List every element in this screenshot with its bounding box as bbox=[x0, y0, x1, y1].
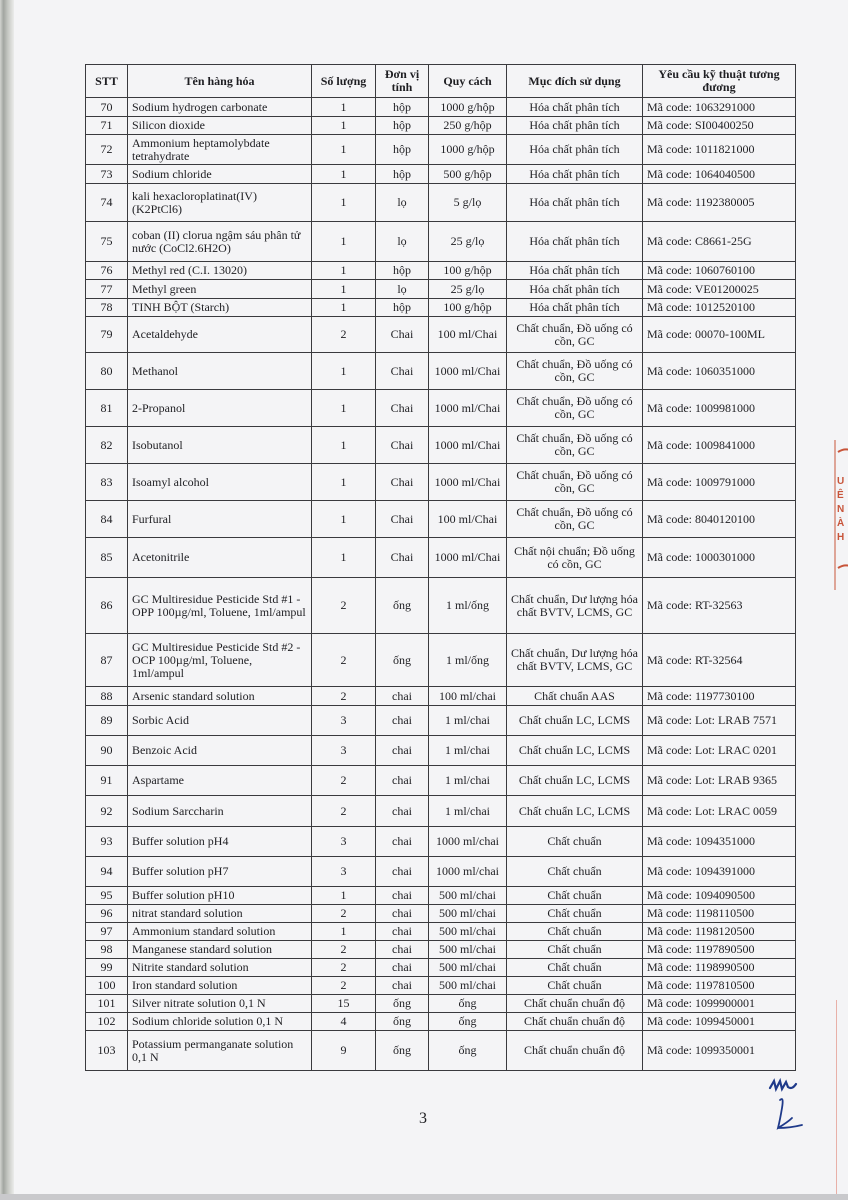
cell-name: Nitrite standard solution bbox=[128, 959, 312, 977]
table-row bbox=[86, 390, 796, 427]
cell-unit: hộp bbox=[376, 262, 429, 280]
table-row bbox=[86, 538, 796, 578]
cell-purpose: Chất chuẩn, Dư lượng hóa chất BVTV, LCMS, GC bbox=[507, 634, 643, 687]
cell-name: Aspartame bbox=[128, 766, 312, 796]
header-qty: Số lượng bbox=[312, 65, 376, 98]
cell-requirement: Mã code: 1012520100 bbox=[643, 299, 796, 317]
table-row bbox=[86, 887, 796, 905]
cell-qty: 15 bbox=[312, 995, 376, 1013]
svg-text:N: N bbox=[837, 504, 845, 515]
table-row bbox=[86, 280, 796, 299]
cell-name: coban (II) clorua ngậm sáu phân tử nước (CoCl2.6H2O) bbox=[128, 222, 312, 262]
table-row bbox=[86, 464, 796, 501]
cell-stt: 103 bbox=[86, 1031, 128, 1071]
cell-qty: 2 bbox=[312, 959, 376, 977]
table-row bbox=[86, 905, 796, 923]
cell-spec: 500 ml/chai bbox=[429, 941, 507, 959]
cell-spec: 500 ml/chai bbox=[429, 923, 507, 941]
cell-spec: 500 ml/chai bbox=[429, 959, 507, 977]
cell-unit: hộp bbox=[376, 165, 429, 184]
cell-spec: 1000 ml/chai bbox=[429, 857, 507, 887]
cell-requirement: Mã code: RT-32563 bbox=[643, 578, 796, 634]
cell-requirement: Mã code: Lot: LRAB 9365 bbox=[643, 766, 796, 796]
table-row bbox=[86, 766, 796, 796]
table-row bbox=[86, 736, 796, 766]
table-row bbox=[86, 317, 796, 353]
table-row bbox=[86, 427, 796, 464]
cell-spec: ống bbox=[429, 1013, 507, 1031]
cell-qty: 1 bbox=[312, 280, 376, 299]
cell-spec: 25 g/lọ bbox=[429, 222, 507, 262]
cell-purpose: Chất chuẩn bbox=[507, 827, 643, 857]
scan-bottom-edge bbox=[0, 1194, 848, 1200]
cell-unit: hộp bbox=[376, 135, 429, 165]
table-row bbox=[86, 796, 796, 827]
cell-stt: 83 bbox=[86, 464, 128, 501]
cell-spec: 250 g/hộp bbox=[429, 117, 507, 135]
svg-text:Ê: Ê bbox=[837, 490, 844, 501]
table-row bbox=[86, 165, 796, 184]
cell-requirement: Mã code: 8040120100 bbox=[643, 501, 796, 538]
cell-unit: chai bbox=[376, 736, 429, 766]
cell-purpose: Chất chuẩn, Đồ uống có cồn, GC bbox=[507, 390, 643, 427]
table-row bbox=[86, 98, 796, 117]
cell-name: Acetaldehyde bbox=[128, 317, 312, 353]
svg-text:H: H bbox=[837, 532, 845, 543]
cell-name: Methyl green bbox=[128, 280, 312, 299]
cell-requirement: Mã code: 1009981000 bbox=[643, 390, 796, 427]
cell-requirement: Mã code: 1000301000 bbox=[643, 538, 796, 578]
cell-purpose: Chất chuẩn LC, LCMS bbox=[507, 706, 643, 736]
cell-qty: 2 bbox=[312, 796, 376, 827]
cell-spec: ống bbox=[429, 1031, 507, 1071]
cell-stt: 94 bbox=[86, 857, 128, 887]
cell-purpose: Hóa chất phân tích bbox=[507, 184, 643, 222]
cell-unit: chai bbox=[376, 887, 429, 905]
cell-purpose: Hóa chất phân tích bbox=[507, 280, 643, 299]
table-row bbox=[86, 634, 796, 687]
cell-unit: Chai bbox=[376, 317, 429, 353]
cell-requirement: Mã code: VE01200025 bbox=[643, 280, 796, 299]
cell-name: Silver nitrate solution 0,1 N bbox=[128, 995, 312, 1013]
cell-unit: chai bbox=[376, 796, 429, 827]
cell-stt: 84 bbox=[86, 501, 128, 538]
cell-qty: 2 bbox=[312, 766, 376, 796]
cell-stt: 73 bbox=[86, 165, 128, 184]
cell-requirement: Mã code: 1064040500 bbox=[643, 165, 796, 184]
cell-name: Sodium chloride solution 0,1 N bbox=[128, 1013, 312, 1031]
table-row bbox=[86, 353, 796, 390]
cell-requirement: Mã code: 1192380005 bbox=[643, 184, 796, 222]
cell-unit: chai bbox=[376, 977, 429, 995]
cell-stt: 96 bbox=[86, 905, 128, 923]
table-row bbox=[86, 827, 796, 857]
cell-requirement: Mã code: 1197730100 bbox=[643, 687, 796, 706]
cell-qty: 3 bbox=[312, 857, 376, 887]
cell-purpose: Hóa chất phân tích bbox=[507, 135, 643, 165]
cell-name: Arsenic standard solution bbox=[128, 687, 312, 706]
cell-qty: 9 bbox=[312, 1031, 376, 1071]
cell-unit: chai bbox=[376, 827, 429, 857]
table-body bbox=[86, 98, 796, 1071]
cell-spec: 1000 ml/Chai bbox=[429, 390, 507, 427]
cell-name: Manganese standard solution bbox=[128, 941, 312, 959]
cell-stt: 101 bbox=[86, 995, 128, 1013]
cell-qty: 1 bbox=[312, 184, 376, 222]
cell-purpose: Chất chuẩn bbox=[507, 887, 643, 905]
red-stamp-fragment bbox=[834, 440, 848, 590]
cell-spec: 100 g/hộp bbox=[429, 299, 507, 317]
cell-requirement: Mã code: 1009841000 bbox=[643, 427, 796, 464]
cell-stt: 88 bbox=[86, 687, 128, 706]
cell-name: 2-Propanol bbox=[128, 390, 312, 427]
cell-qty: 4 bbox=[312, 1013, 376, 1031]
cell-unit: Chai bbox=[376, 538, 429, 578]
cell-requirement: Mã code: 1011821000 bbox=[643, 135, 796, 165]
table-row bbox=[86, 578, 796, 634]
cell-name: Sodium hydrogen carbonate bbox=[128, 98, 312, 117]
table-row bbox=[86, 1013, 796, 1031]
cell-spec: 100 ml/Chai bbox=[429, 317, 507, 353]
cell-unit: hộp bbox=[376, 299, 429, 317]
cell-stt: 90 bbox=[86, 736, 128, 766]
cell-spec: 1000 ml/Chai bbox=[429, 427, 507, 464]
cell-unit: Chai bbox=[376, 501, 429, 538]
cell-purpose: Chất chuẩn, Đồ uống có cồn, GC bbox=[507, 353, 643, 390]
cell-requirement: Mã code: 1099450001 bbox=[643, 1013, 796, 1031]
cell-requirement: Mã code: Lot: LRAB 7571 bbox=[643, 706, 796, 736]
cell-requirement: Mã code: 1198110500 bbox=[643, 905, 796, 923]
cell-qty: 1 bbox=[312, 135, 376, 165]
header-name: Tên hàng hóa bbox=[128, 65, 312, 98]
table-row bbox=[86, 262, 796, 280]
cell-spec: 1000 ml/Chai bbox=[429, 464, 507, 501]
table-row bbox=[86, 941, 796, 959]
svg-text:À: À bbox=[837, 518, 845, 529]
cell-purpose: Chất nội chuẩn; Đồ uống có cồn, GC bbox=[507, 538, 643, 578]
cell-name: Sorbic Acid bbox=[128, 706, 312, 736]
cell-stt: 80 bbox=[86, 353, 128, 390]
cell-stt: 102 bbox=[86, 1013, 128, 1031]
cell-purpose: Hóa chất phân tích bbox=[507, 165, 643, 184]
table-row bbox=[86, 1031, 796, 1071]
cell-qty: 3 bbox=[312, 736, 376, 766]
cell-unit: chai bbox=[376, 905, 429, 923]
cell-requirement: Mã code: 1009791000 bbox=[643, 464, 796, 501]
cell-qty: 1 bbox=[312, 299, 376, 317]
cell-spec: 500 ml/chai bbox=[429, 905, 507, 923]
cell-spec: 1 ml/chai bbox=[429, 706, 507, 736]
cell-purpose: Chất chuẩn LC, LCMS bbox=[507, 796, 643, 827]
cell-spec: ống bbox=[429, 995, 507, 1013]
table-row bbox=[86, 135, 796, 165]
cell-purpose: Hóa chất phân tích bbox=[507, 299, 643, 317]
scan-edge-shadow bbox=[0, 0, 14, 1200]
cell-stt: 99 bbox=[86, 959, 128, 977]
table-row bbox=[86, 923, 796, 941]
cell-purpose: Chất chuẩn chuẩn độ bbox=[507, 995, 643, 1013]
cell-purpose: Chất chuẩn bbox=[507, 905, 643, 923]
cell-name: Buffer solution pH10 bbox=[128, 887, 312, 905]
table-row bbox=[86, 299, 796, 317]
cell-unit: Chai bbox=[376, 427, 429, 464]
cell-requirement: Mã code: 1197890500 bbox=[643, 941, 796, 959]
cell-spec: 1 ml/chai bbox=[429, 796, 507, 827]
cell-stt: 70 bbox=[86, 98, 128, 117]
handwritten-initials-signature bbox=[760, 1078, 810, 1138]
cell-name: Ammonium standard solution bbox=[128, 923, 312, 941]
table-row bbox=[86, 117, 796, 135]
cell-stt: 86 bbox=[86, 578, 128, 634]
cell-stt: 87 bbox=[86, 634, 128, 687]
cell-requirement: Mã code: 1060760100 bbox=[643, 262, 796, 280]
cell-purpose: Chất chuẩn bbox=[507, 977, 643, 995]
header-purpose: Mục đích sử dụng bbox=[507, 65, 643, 98]
cell-qty: 1 bbox=[312, 464, 376, 501]
cell-name: Buffer solution pH7 bbox=[128, 857, 312, 887]
cell-purpose: Chất chuẩn, Dư lượng hóa chất BVTV, LCMS, GC bbox=[507, 578, 643, 634]
cell-name: GC Multiresidue Pesticide Std #1 - OPP 100µg/ml, Toluene, 1ml/ampul bbox=[128, 578, 312, 634]
cell-requirement: Mã code: 1094351000 bbox=[643, 827, 796, 857]
cell-name: Benzoic Acid bbox=[128, 736, 312, 766]
cell-unit: Chai bbox=[376, 464, 429, 501]
cell-qty: 2 bbox=[312, 317, 376, 353]
cell-purpose: Chất chuẩn, Đồ uống có cồn, GC bbox=[507, 317, 643, 353]
cell-qty: 2 bbox=[312, 941, 376, 959]
cell-unit: Chai bbox=[376, 353, 429, 390]
cell-qty: 1 bbox=[312, 538, 376, 578]
cell-unit: chai bbox=[376, 857, 429, 887]
cell-name: Isobutanol bbox=[128, 427, 312, 464]
cell-qty: 3 bbox=[312, 827, 376, 857]
cell-stt: 81 bbox=[86, 390, 128, 427]
header-unit: Đơn vị tính bbox=[376, 65, 429, 98]
cell-requirement: Mã code: 1099350001 bbox=[643, 1031, 796, 1071]
cell-name: Silicon dioxide bbox=[128, 117, 312, 135]
table-row bbox=[86, 977, 796, 995]
cell-stt: 91 bbox=[86, 766, 128, 796]
cell-qty: 1 bbox=[312, 117, 376, 135]
table-header-row bbox=[86, 65, 796, 98]
cell-qty: 3 bbox=[312, 706, 376, 736]
cell-qty: 1 bbox=[312, 165, 376, 184]
cell-stt: 72 bbox=[86, 135, 128, 165]
cell-name: Furfural bbox=[128, 501, 312, 538]
cell-qty: 1 bbox=[312, 390, 376, 427]
cell-purpose: Hóa chất phân tích bbox=[507, 262, 643, 280]
cell-purpose: Chất chuẩn bbox=[507, 959, 643, 977]
cell-purpose: Chất chuẩn chuẩn độ bbox=[507, 1013, 643, 1031]
cell-name: Iron standard solution bbox=[128, 977, 312, 995]
cell-stt: 95 bbox=[86, 887, 128, 905]
cell-stt: 93 bbox=[86, 827, 128, 857]
cell-spec: 100 g/hộp bbox=[429, 262, 507, 280]
cell-purpose: Chất chuẩn, Đồ uống có cồn, GC bbox=[507, 427, 643, 464]
table-row bbox=[86, 706, 796, 736]
cell-stt: 75 bbox=[86, 222, 128, 262]
cell-unit: ống bbox=[376, 995, 429, 1013]
cell-stt: 85 bbox=[86, 538, 128, 578]
cell-requirement: Mã code: Lot: LRAC 0059 bbox=[643, 796, 796, 827]
cell-stt: 71 bbox=[86, 117, 128, 135]
cell-qty: 1 bbox=[312, 353, 376, 390]
cell-requirement: Mã code: 00070-100ML bbox=[643, 317, 796, 353]
cell-spec: 100 ml/Chai bbox=[429, 501, 507, 538]
cell-spec: 1 ml/ống bbox=[429, 578, 507, 634]
cell-name: Methanol bbox=[128, 353, 312, 390]
cell-unit: chai bbox=[376, 923, 429, 941]
cell-name: TINH BỘT (Starch) bbox=[128, 299, 312, 317]
cell-qty: 2 bbox=[312, 905, 376, 923]
cell-name: GC Multiresidue Pesticide Std #2 - OCP 100µg/ml, Toluene, 1ml/ampul bbox=[128, 634, 312, 687]
cell-requirement: Mã code: 1060351000 bbox=[643, 353, 796, 390]
cell-requirement: Mã code: C8661-25G bbox=[643, 222, 796, 262]
cell-qty: 2 bbox=[312, 687, 376, 706]
table-row bbox=[86, 501, 796, 538]
cell-stt: 100 bbox=[86, 977, 128, 995]
cell-qty: 1 bbox=[312, 262, 376, 280]
page-number: 3 bbox=[419, 1110, 427, 1127]
cell-purpose: Hóa chất phân tích bbox=[507, 117, 643, 135]
cell-purpose: Chất chuẩn chuẩn độ bbox=[507, 1031, 643, 1071]
cell-stt: 76 bbox=[86, 262, 128, 280]
cell-spec: 1 ml/chai bbox=[429, 736, 507, 766]
cell-purpose: Chất chuẩn bbox=[507, 857, 643, 887]
header-requirement: Yêu cầu kỹ thuật tương đương bbox=[643, 65, 796, 98]
cell-spec: 1000 g/hộp bbox=[429, 135, 507, 165]
cell-name: kali hexacloroplatinat(IV) (K2PtCl6) bbox=[128, 184, 312, 222]
cell-name: Ammonium heptamolybdate tetrahydrate bbox=[128, 135, 312, 165]
table-row bbox=[86, 995, 796, 1013]
header-spec: Quy cách bbox=[429, 65, 507, 98]
cell-spec: 1000 g/hộp bbox=[429, 98, 507, 117]
chemicals-table bbox=[85, 64, 796, 1071]
cell-spec: 500 g/hộp bbox=[429, 165, 507, 184]
cell-qty: 2 bbox=[312, 578, 376, 634]
cell-qty: 2 bbox=[312, 634, 376, 687]
margin-line bbox=[836, 1000, 837, 1200]
cell-stt: 77 bbox=[86, 280, 128, 299]
cell-spec: 5 g/lọ bbox=[429, 184, 507, 222]
cell-stt: 74 bbox=[86, 184, 128, 222]
cell-name: Acetonitrile bbox=[128, 538, 312, 578]
cell-spec: 1000 ml/Chai bbox=[429, 538, 507, 578]
cell-requirement: Mã code: Lot: LRAC 0201 bbox=[643, 736, 796, 766]
cell-purpose: Chất chuẩn bbox=[507, 941, 643, 959]
cell-qty: 1 bbox=[312, 501, 376, 538]
cell-qty: 1 bbox=[312, 222, 376, 262]
cell-unit: hộp bbox=[376, 98, 429, 117]
cell-requirement: Mã code: 1197810500 bbox=[643, 977, 796, 995]
cell-stt: 89 bbox=[86, 706, 128, 736]
cell-spec: 1000 ml/Chai bbox=[429, 353, 507, 390]
cell-purpose: Chất chuẩn, Đồ uống có cồn, GC bbox=[507, 501, 643, 538]
cell-name: Potassium permanganate solution 0,1 N bbox=[128, 1031, 312, 1071]
cell-unit: chai bbox=[376, 687, 429, 706]
cell-requirement: Mã code: 1063291000 bbox=[643, 98, 796, 117]
cell-unit: hộp bbox=[376, 117, 429, 135]
cell-requirement: Mã code: RT-32564 bbox=[643, 634, 796, 687]
cell-spec: 100 ml/chai bbox=[429, 687, 507, 706]
cell-unit: ống bbox=[376, 578, 429, 634]
cell-stt: 97 bbox=[86, 923, 128, 941]
cell-unit: lọ bbox=[376, 184, 429, 222]
cell-requirement: Mã code: 1094090500 bbox=[643, 887, 796, 905]
table-row bbox=[86, 857, 796, 887]
cell-unit: chai bbox=[376, 959, 429, 977]
svg-text:U: U bbox=[837, 476, 845, 487]
cell-unit: ống bbox=[376, 634, 429, 687]
cell-name: Isoamyl alcohol bbox=[128, 464, 312, 501]
table-row bbox=[86, 687, 796, 706]
cell-spec: 500 ml/chai bbox=[429, 887, 507, 905]
cell-name: Buffer solution pH4 bbox=[128, 827, 312, 857]
cell-unit: chai bbox=[376, 766, 429, 796]
cell-requirement: Mã code: 1099900001 bbox=[643, 995, 796, 1013]
cell-stt: 78 bbox=[86, 299, 128, 317]
table-row bbox=[86, 222, 796, 262]
cell-unit: ống bbox=[376, 1013, 429, 1031]
cell-spec: 1000 ml/chai bbox=[429, 827, 507, 857]
cell-stt: 92 bbox=[86, 796, 128, 827]
table-row bbox=[86, 184, 796, 222]
cell-purpose: Chất chuẩn, Đồ uống có cồn, GC bbox=[507, 464, 643, 501]
cell-name: Sodium chloride bbox=[128, 165, 312, 184]
cell-requirement: Mã code: SI00400250 bbox=[643, 117, 796, 135]
cell-spec: 1 ml/chai bbox=[429, 766, 507, 796]
cell-requirement: Mã code: 1094391000 bbox=[643, 857, 796, 887]
cell-unit: lọ bbox=[376, 280, 429, 299]
cell-purpose: Chất chuẩn LC, LCMS bbox=[507, 766, 643, 796]
cell-spec: 1 ml/ống bbox=[429, 634, 507, 687]
cell-qty: 1 bbox=[312, 923, 376, 941]
cell-qty: 2 bbox=[312, 977, 376, 995]
cell-spec: 500 ml/chai bbox=[429, 977, 507, 995]
cell-purpose: Chất chuẩn AAS bbox=[507, 687, 643, 706]
cell-name: Methyl red (C.I. 13020) bbox=[128, 262, 312, 280]
cell-qty: 1 bbox=[312, 98, 376, 117]
cell-unit: chai bbox=[376, 706, 429, 736]
cell-name: Sodium Sarccharin bbox=[128, 796, 312, 827]
cell-spec: 25 g/lọ bbox=[429, 280, 507, 299]
cell-unit: ống bbox=[376, 1031, 429, 1071]
cell-unit: chai bbox=[376, 941, 429, 959]
table-row bbox=[86, 959, 796, 977]
cell-purpose: Chất chuẩn LC, LCMS bbox=[507, 736, 643, 766]
cell-purpose: Hóa chất phân tích bbox=[507, 98, 643, 117]
header-stt: STT bbox=[86, 65, 128, 98]
cell-requirement: Mã code: 1198120500 bbox=[643, 923, 796, 941]
cell-purpose: Chất chuẩn bbox=[507, 923, 643, 941]
cell-purpose: Hóa chất phân tích bbox=[507, 222, 643, 262]
cell-stt: 82 bbox=[86, 427, 128, 464]
cell-stt: 79 bbox=[86, 317, 128, 353]
cell-qty: 1 bbox=[312, 887, 376, 905]
cell-requirement: Mã code: 1198990500 bbox=[643, 959, 796, 977]
cell-qty: 1 bbox=[312, 427, 376, 464]
cell-name: nitrat standard solution bbox=[128, 905, 312, 923]
cell-stt: 98 bbox=[86, 941, 128, 959]
cell-unit: lọ bbox=[376, 222, 429, 262]
cell-unit: Chai bbox=[376, 390, 429, 427]
